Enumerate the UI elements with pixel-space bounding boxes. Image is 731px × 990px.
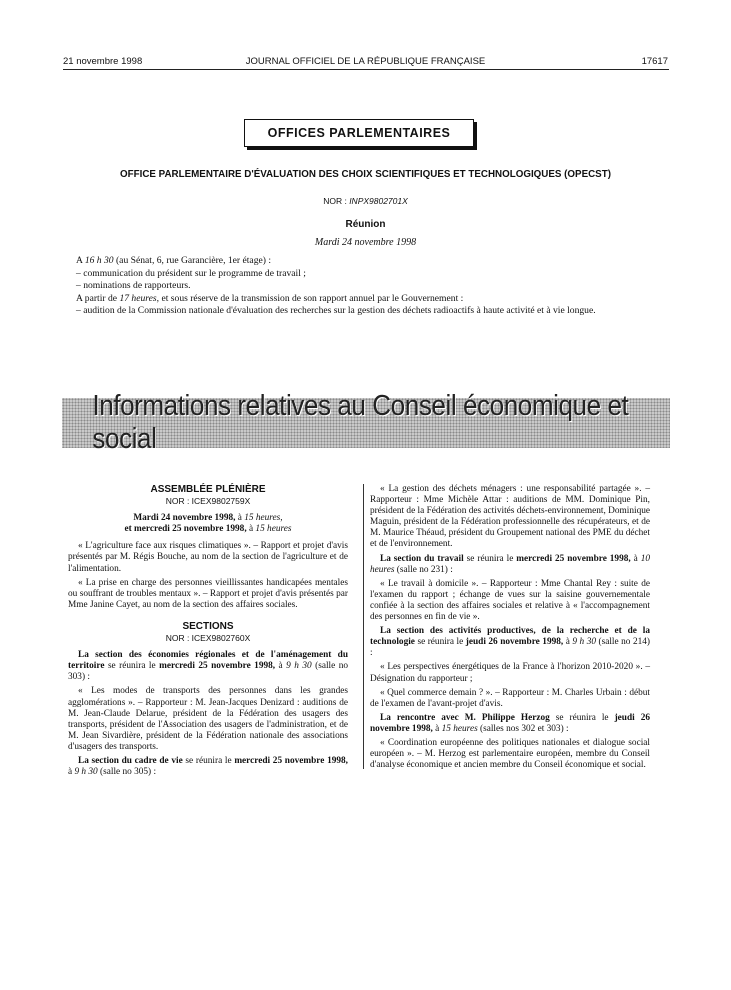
section-activites-heading: La section des activités productives, de la recherche et de la technologie se réunira le jeudi 26 novembre 1998, à 9 h 30 (salle no 214) :	[370, 626, 650, 659]
agenda-line-3: – nominations de rapporteurs.	[76, 280, 191, 292]
nor-code: INPX9802701X	[349, 196, 408, 206]
assembly-nor: NOR : ICEX9802759X	[165, 496, 251, 507]
office-name: OFFICE PARLEMENTAIRE D'ÉVALUATION DES CHOIX SCIENTIFIQUES ET TECHNOLOGIQUES (OPECST)	[120, 169, 611, 180]
agenda-line-4: A partir de 17 heures, et sous réserve de la transmission de son rapport annuel par le Gouvernement :	[76, 292, 464, 304]
banner-title: Informations relatives au Conseil économique et social	[92, 390, 629, 455]
section-economies-heading: La section des économies régionales et de l'aménagement du territoire se réunira le mercredi 25 novembre 1998, à 9 h 30 (salle no 303) :	[68, 650, 349, 683]
section-box-title: OFFICES PARLEMENTAIRES	[244, 119, 474, 147]
reunion-date: Mardi 24 novembre 1998	[314, 237, 417, 248]
office-nor	[0, 196, 731, 206]
assembly-date-2: et mercredi 25 novembre 1998, à 15 heures	[124, 524, 292, 535]
nor-label: NOR :	[323, 196, 347, 206]
agenda-line-5: – audition de la Commission nationale d'évaluation des recherches sur la gestion des déchets radioactifs à haute activité et à vie longue.	[76, 305, 596, 317]
header-date: 21 novembre 1998	[63, 56, 143, 67]
travail-item: « Le travail à domicile ». – Rapporteur : Mme Chantal Rey : suite de l'examen du rapport ; échange de vues sur la saisine gouvernementale confiée à la section des affaires sociales et relative à « l'accompagnement des personnes en fin de vie ».	[370, 578, 650, 623]
assembly-title: ASSEMBLÉE PLÉNIÈRE	[150, 484, 266, 495]
activites-item-1: « Les perspectives énergétiques de la France à l'horizon 2010-2020 ». – Désignation du rapporteur ;	[370, 662, 650, 684]
rencontre-heading: La rencontre avec M. Philippe Herzog se réunira le jeudi 26 novembre 1998, à 15 heures (salles nos 302 et 303) :	[370, 712, 650, 734]
section-economies-item: « Les modes de transports des personnes dans les grandes agglomérations ». – Rapporteur : M. Jean-Jacques Denizard : auditions de M. Jean-Claude Delarue, président de la Fédération des usagers des transports, président de l'Association des usagers de l'administration, et de M. Jean Sivardière, président de la Fédération nationale des associations d'usagers des transports.	[68, 686, 348, 752]
header-rule	[63, 69, 669, 70]
sections-title: SECTIONS	[182, 620, 234, 632]
column-divider	[363, 484, 364, 769]
reunion-heading: Réunion	[345, 219, 386, 230]
ces-banner	[62, 390, 670, 455]
left-column	[68, 484, 348, 781]
agenda-line-1: A 16 h 30 (au Sénat, 6, rue Garancière, 1er étage) :	[76, 255, 272, 266]
reunion-agenda	[76, 255, 676, 318]
section-travail-heading: La section du travail se réunira le mercredi 25 novembre 1998, à 10 heures (salle no 231) :	[370, 553, 651, 575]
agenda-line-2: – communication du président sur le programme de travail ;	[76, 267, 306, 279]
section-cadre-vie-heading: La section du cadre de vie se réunira le mercredi 25 novembre 1998, à 9 h 30 (salle no 305) :	[68, 755, 349, 778]
sections-nor: NOR : ICEX9802760X	[165, 633, 251, 644]
assembly-item-1: « L'agriculture face aux risques climatiques ». – Rapport et projet d'avis présentés par M. Régis Bouche, au nom de la section de l'agriculture et de l'alimentation.	[68, 541, 348, 574]
rencontre-item: « Coordination européenne des politiques nationales et dialogue social européen ». – M. Herzog est parlementaire européen, membre du Conseil d'analyse économique et ancien membre du Conseil économique et social.	[370, 737, 650, 771]
header-journal-title: JOURNAL OFFICIEL DE LA RÉPUBLIQUE FRANÇAISE	[245, 56, 486, 67]
cadre-vie-item: « La gestion des déchets ménagers : une responsabilité partagée ». – Rapporteur : Mme Michèle Attar : auditions de MM. Dominique Pin, président de la Fédération des activités déchets-environnement, Dominique Maguin, président de la Fédération professionnelle des récupérateurs, et de M. Maurice Théaud, président du Groupement national des PME du déchet et de l'environnement.	[370, 484, 650, 550]
right-column	[370, 484, 650, 774]
assembly-date-1: Mardi 24 novembre 1998, à 15 heures,	[133, 513, 283, 524]
header-page-number: 17617	[641, 56, 668, 67]
assembly-item-2: « La prise en charge des personnes vieillissantes handicapées mentales ou souffrant de troubles mentaux ». – Rapport et projet d'avis présentés par Mme Janine Cayet, au nom de la section des affaires sociales.	[68, 577, 348, 610]
activites-item-2: « Quel commerce demain ? ». – Rapporteur : M. Charles Urbain : début de l'examen de l'avant-projet d'avis.	[370, 687, 650, 709]
